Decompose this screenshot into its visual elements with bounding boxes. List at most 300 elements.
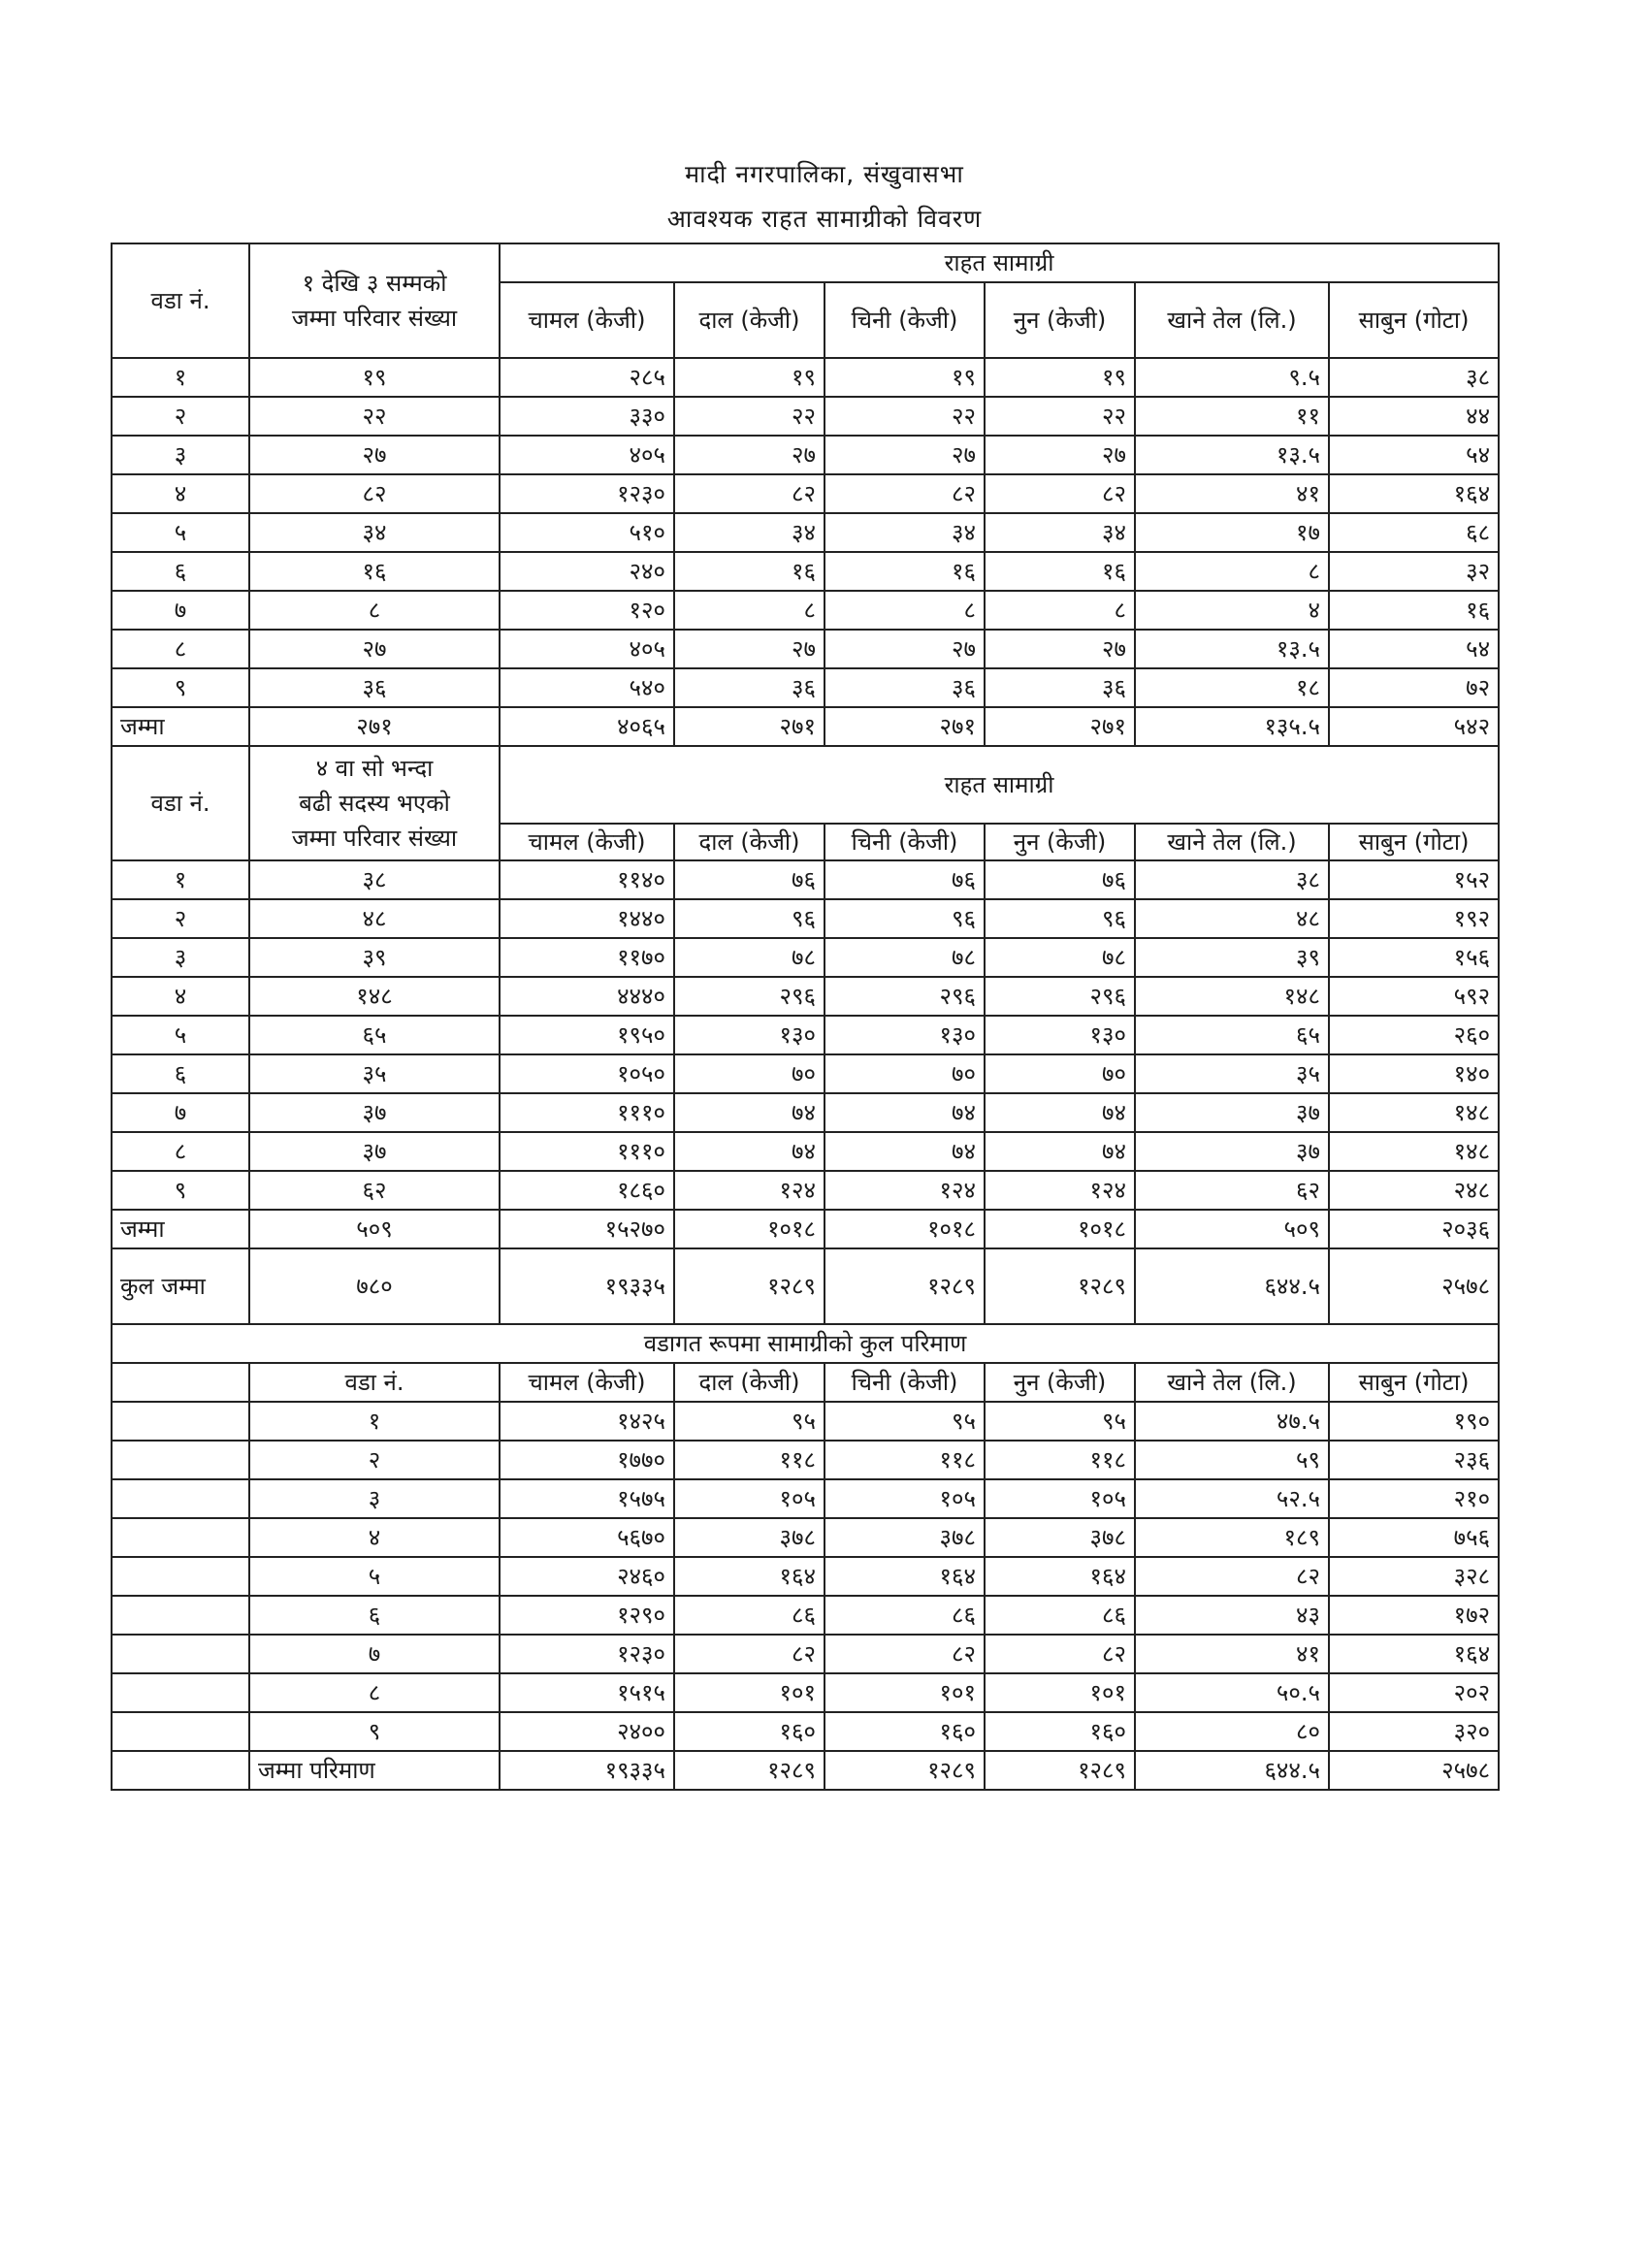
value-cell: १५१५ (500, 1673, 674, 1712)
value-cell: १२८९ (985, 1248, 1135, 1324)
value-cell: १८ (1135, 668, 1329, 707)
value-cell: ७४ (824, 1093, 985, 1132)
table-row (112, 397, 1499, 436)
value-cell: ९५ (985, 1402, 1135, 1441)
value-cell: ९६ (674, 899, 824, 938)
value-cell: १४८ (1329, 1132, 1499, 1171)
value-cell: ५४२ (1329, 707, 1499, 746)
value-cell: २५७८ (1329, 1751, 1499, 1790)
value-cell: ८ (674, 591, 824, 630)
ward-number: २ (112, 397, 249, 436)
value-cell: ७४ (985, 1093, 1135, 1132)
value-cell: ५०९ (1135, 1210, 1329, 1248)
family-count: ३७ (249, 1093, 500, 1132)
value-cell: १२४ (824, 1171, 985, 1210)
value-cell: ५४ (1329, 630, 1499, 668)
value-cell: २७ (674, 630, 824, 668)
column-header: नुन (केजी) (985, 1363, 1135, 1402)
value-cell: १०१ (674, 1673, 824, 1712)
value-cell: २९६ (674, 977, 824, 1016)
value-cell: १०५ (674, 1479, 824, 1518)
value-cell: १३० (824, 1016, 985, 1054)
value-cell: १६० (674, 1712, 824, 1751)
table-row (112, 860, 1499, 899)
value-cell: १२९० (500, 1596, 674, 1635)
value-cell: ४८ (1135, 899, 1329, 938)
value-cell: २७ (824, 630, 985, 668)
value-cell: २२ (824, 397, 985, 436)
ward-number: ९ (112, 1171, 249, 1210)
value-cell: ९५ (824, 1402, 985, 1441)
value-cell: १७ (1135, 513, 1329, 552)
value-cell: १३.५ (1135, 630, 1329, 668)
value-cell: ७५६ (1329, 1518, 1499, 1557)
value-cell: १६४ (1329, 474, 1499, 513)
value-cell: ७४ (824, 1132, 985, 1171)
ward-number: ३ (112, 938, 249, 977)
ward-number: ४ (112, 474, 249, 513)
ward-number: ७ (112, 1093, 249, 1132)
value-cell: ७० (674, 1054, 824, 1093)
value-cell: १३० (674, 1016, 824, 1054)
family-count-header (249, 746, 500, 860)
value-cell: ३६ (674, 668, 824, 707)
value-cell: ८० (1135, 1712, 1329, 1751)
value-cell: ४१ (1135, 1635, 1329, 1673)
value-cell: ८ (985, 591, 1135, 630)
ward-header: वडा नं. (249, 1363, 500, 1402)
value-cell: १२४ (985, 1171, 1135, 1210)
table-row (112, 513, 1499, 552)
value-cell: १०५० (500, 1054, 674, 1093)
value-cell: १५२७० (500, 1210, 674, 1248)
value-cell: ८६ (985, 1596, 1135, 1635)
table-row (112, 552, 1499, 591)
value-cell: ९५ (674, 1402, 824, 1441)
family-count: २७ (249, 630, 500, 668)
value-cell: १६४ (824, 1557, 985, 1596)
ward-number: ७ (112, 591, 249, 630)
total-label: जम्मा (112, 707, 249, 746)
page-title: मादी नगरपालिका, संखुवासभा (685, 160, 964, 188)
table-row (112, 1557, 1499, 1596)
value-cell: ९६ (985, 899, 1135, 938)
blank-cell (112, 1402, 249, 1441)
value-cell: २४० (500, 552, 674, 591)
value-cell: २९६ (985, 977, 1135, 1016)
value-cell: ८६ (824, 1596, 985, 1635)
value-cell: ८२ (985, 1635, 1135, 1673)
blank-cell (112, 1479, 249, 1518)
value-cell: ६४४.५ (1135, 1248, 1329, 1324)
table-row (112, 436, 1499, 474)
value-cell: २१० (1329, 1479, 1499, 1518)
value-cell: २५७८ (1329, 1248, 1499, 1324)
value-cell: १६४ (1329, 1635, 1499, 1673)
section1-header-row (112, 243, 1499, 282)
value-cell: १६ (1329, 591, 1499, 630)
ward-header: वडा नं. (112, 243, 249, 358)
value-cell: २२ (985, 397, 1135, 436)
ward-number: ९ (112, 668, 249, 707)
ward-number: ४ (112, 977, 249, 1016)
table-row (112, 899, 1499, 938)
grand-total-row (112, 1248, 1499, 1324)
value-cell: २७ (824, 436, 985, 474)
value-cell: ५९ (1135, 1441, 1329, 1479)
value-cell: ३२ (1329, 552, 1499, 591)
value-cell: २२ (674, 397, 824, 436)
relief-materials-header: राहत सामाग्री (500, 243, 1499, 282)
ward-number: ८ (112, 630, 249, 668)
value-cell: ५४ (1329, 436, 1499, 474)
value-cell: १४४० (500, 899, 674, 938)
total-label: जम्मा (112, 1210, 249, 1248)
value-cell: १२३० (500, 1635, 674, 1673)
value-cell: १११० (500, 1093, 674, 1132)
value-cell: ७६ (985, 860, 1135, 899)
column-header: चामल (केजी) (500, 824, 674, 860)
ward-number: ६ (112, 552, 249, 591)
value-cell: ७६ (824, 860, 985, 899)
value-cell: १७२ (1329, 1596, 1499, 1635)
value-cell: ८२ (824, 1635, 985, 1673)
table-row (112, 1441, 1499, 1479)
column-header: चामल (केजी) (500, 282, 674, 358)
table-row (112, 1054, 1499, 1093)
value-cell: २७१ (824, 707, 985, 746)
page-subtitle: आवश्यक राहत सामाग्रीको विवरण (666, 205, 983, 233)
table-row (112, 938, 1499, 977)
column-header: दाल (केजी) (674, 824, 824, 860)
section2-total-row (112, 1210, 1499, 1248)
value-cell: ८२ (674, 1635, 824, 1673)
section2-header-row (112, 746, 1499, 824)
value-cell: १७७० (500, 1441, 674, 1479)
value-cell: २९६ (824, 977, 985, 1016)
value-cell: ४४ (1329, 397, 1499, 436)
value-cell: ३७ (1135, 1093, 1329, 1132)
value-cell: १०१८ (985, 1210, 1135, 1248)
column-header: चिनी (केजी) (824, 1363, 985, 1402)
value-cell: ३३० (500, 397, 674, 436)
table-row (112, 1635, 1499, 1673)
value-cell: २७ (985, 436, 1135, 474)
table-row (112, 1479, 1499, 1518)
value-cell: ३७८ (985, 1518, 1135, 1557)
value-cell: ६५ (1135, 1016, 1329, 1054)
family-count: १६ (249, 552, 500, 591)
table-row (112, 474, 1499, 513)
value-cell: ४०६५ (500, 707, 674, 746)
value-cell: १०१८ (674, 1210, 824, 1248)
column-header: खाने तेल (लि.) (1135, 1363, 1329, 1402)
table-row (112, 1596, 1499, 1635)
ward-number: ८ (112, 1132, 249, 1171)
column-header: खाने तेल (लि.) (1135, 824, 1329, 860)
ward-number: २ (249, 1441, 500, 1479)
value-cell: ७८ (985, 938, 1135, 977)
value-cell: ८२ (985, 474, 1135, 513)
value-cell: ४०५ (500, 630, 674, 668)
value-cell: १३.५ (1135, 436, 1329, 474)
value-cell: १३५.५ (1135, 707, 1329, 746)
value-cell: ३४ (985, 513, 1135, 552)
blank-cell (112, 1441, 249, 1479)
value-cell: १८६० (500, 1171, 674, 1210)
ward-number: ५ (249, 1557, 500, 1596)
blank-cell (112, 1712, 249, 1751)
table-row (112, 1171, 1499, 1210)
value-cell: ४४४० (500, 977, 674, 1016)
relief-materials-header: राहत सामाग्री (500, 746, 1499, 824)
value-cell: १०१ (824, 1673, 985, 1712)
header-line: १ देखि ३ सम्मको (302, 270, 447, 297)
table-row (112, 1518, 1499, 1557)
value-cell: ८२ (824, 474, 985, 513)
family-count-header (249, 243, 500, 358)
blank-cell (112, 1596, 249, 1635)
blank-cell (112, 1751, 249, 1790)
blank-cell (112, 1363, 249, 1402)
family-count: २७१ (249, 707, 500, 746)
value-cell: १९२ (1329, 899, 1499, 938)
column-header: नुन (केजी) (985, 282, 1135, 358)
value-cell: ८६ (674, 1596, 824, 1635)
value-cell: १५२ (1329, 860, 1499, 899)
value-cell: २७ (985, 630, 1135, 668)
family-count: २२ (249, 397, 500, 436)
table-row (112, 1402, 1499, 1441)
family-count: १९ (249, 358, 500, 397)
value-cell: ३७ (1135, 1132, 1329, 1171)
value-cell: १६४ (674, 1557, 824, 1596)
value-cell: १९३३५ (500, 1751, 674, 1790)
value-cell: ५४० (500, 668, 674, 707)
family-count: ३८ (249, 860, 500, 899)
value-cell: ११८ (985, 1441, 1135, 1479)
column-header: साबुन (गोटा) (1329, 282, 1499, 358)
blank-cell (112, 1557, 249, 1596)
value-cell: १११० (500, 1132, 674, 1171)
value-cell: १६४ (985, 1557, 1135, 1596)
section3-title: वडागत रूपमा सामाग्रीको कुल परिमाण (112, 1324, 1499, 1363)
table-row (112, 358, 1499, 397)
value-cell: ८२ (674, 474, 824, 513)
header-line: जम्मा परिवार संख्या (291, 305, 458, 332)
value-cell: ३६ (985, 668, 1135, 707)
value-cell: ७८ (824, 938, 985, 977)
value-cell: २०३६ (1329, 1210, 1499, 1248)
column-header: साबुन (गोटा) (1329, 1363, 1499, 1402)
value-cell: १०१ (985, 1673, 1135, 1712)
ward-number: ७ (249, 1635, 500, 1673)
table-row (112, 977, 1499, 1016)
value-cell: २७१ (674, 707, 824, 746)
value-cell: १३० (985, 1016, 1135, 1054)
value-cell: ३९ (1135, 938, 1329, 977)
value-cell: ४१ (1135, 474, 1329, 513)
value-cell: ११४० (500, 860, 674, 899)
value-cell: ५६७० (500, 1518, 674, 1557)
value-cell: १४२५ (500, 1402, 674, 1441)
value-cell: ३६ (824, 668, 985, 707)
value-cell: ३४ (824, 513, 985, 552)
family-count: ३९ (249, 938, 500, 977)
ward-number: २ (112, 899, 249, 938)
family-count: ६२ (249, 1171, 500, 1210)
value-cell: ९.५ (1135, 358, 1329, 397)
column-header: चामल (केजी) (500, 1363, 674, 1402)
blank-cell (112, 1673, 249, 1712)
value-cell: १५७५ (500, 1479, 674, 1518)
value-cell: १२४ (674, 1171, 824, 1210)
family-count: ४८ (249, 899, 500, 938)
value-cell: ४०५ (500, 436, 674, 474)
value-cell: १२८९ (824, 1248, 985, 1324)
table-row (112, 1712, 1499, 1751)
value-cell: १२८९ (824, 1751, 985, 1790)
header-line: जम्मा परिवार संख्या (291, 825, 458, 852)
family-count: ५०९ (249, 1210, 500, 1248)
value-cell: ७२ (1329, 668, 1499, 707)
table-row (112, 1016, 1499, 1054)
table-row (112, 1093, 1499, 1132)
value-cell: ९६ (824, 899, 985, 938)
table-row (112, 668, 1499, 707)
value-cell: १९० (1329, 1402, 1499, 1441)
ward-header: वडा नं. (112, 746, 249, 860)
ward-number: १ (112, 860, 249, 899)
value-cell: २४६० (500, 1557, 674, 1596)
family-count: ३५ (249, 1054, 500, 1093)
total-quantity-label: जम्मा परिमाण (249, 1751, 500, 1790)
value-cell: १६ (674, 552, 824, 591)
ward-number: १ (249, 1402, 500, 1441)
value-cell: ७४ (674, 1093, 824, 1132)
value-cell: ४ (1135, 591, 1329, 630)
value-cell: १४८ (1135, 977, 1329, 1016)
column-header: खाने तेल (लि.) (1135, 282, 1329, 358)
value-cell: १४८ (1329, 1093, 1499, 1132)
table-row (112, 1673, 1499, 1712)
value-cell: ३७८ (674, 1518, 824, 1557)
value-cell: ३७८ (824, 1518, 985, 1557)
table-row (112, 1132, 1499, 1171)
blank-cell (112, 1518, 249, 1557)
value-cell: १८९ (1135, 1518, 1329, 1557)
ward-number: ३ (249, 1479, 500, 1518)
value-cell: ३४ (674, 513, 824, 552)
relief-table (111, 243, 1500, 1791)
value-cell: १६ (824, 552, 985, 591)
value-cell: १६ (985, 552, 1135, 591)
value-cell: २०२ (1329, 1673, 1499, 1712)
value-cell: ११७० (500, 938, 674, 977)
family-count: ३४ (249, 513, 500, 552)
value-cell: ३५ (1135, 1054, 1329, 1093)
value-cell: १९५० (500, 1016, 674, 1054)
header-line: बढी सदस्य भएको (299, 790, 450, 817)
column-header: दाल (केजी) (674, 282, 824, 358)
family-count: २७ (249, 436, 500, 474)
table-row (112, 591, 1499, 630)
value-cell: १४० (1329, 1054, 1499, 1093)
family-count: ८२ (249, 474, 500, 513)
value-cell: २७ (674, 436, 824, 474)
value-cell: १६० (824, 1712, 985, 1751)
value-cell: १९ (985, 358, 1135, 397)
value-cell: ७० (985, 1054, 1135, 1093)
ward-number: ३ (112, 436, 249, 474)
value-cell: ३८ (1329, 358, 1499, 397)
section3-total-row (112, 1751, 1499, 1790)
value-cell: ५९२ (1329, 977, 1499, 1016)
ward-number: ८ (249, 1673, 500, 1712)
section3-columns-row (112, 1363, 1499, 1402)
value-cell: २३६ (1329, 1441, 1499, 1479)
value-cell: १२८९ (674, 1248, 824, 1324)
header-line: ४ वा सो भन्दा (315, 755, 434, 782)
ward-number: ५ (112, 513, 249, 552)
column-header: नुन (केजी) (985, 824, 1135, 860)
value-cell: १२८९ (674, 1751, 824, 1790)
value-cell: १६० (985, 1712, 1135, 1751)
value-cell: ५२.५ (1135, 1479, 1329, 1518)
value-cell: ७४ (985, 1132, 1135, 1171)
ward-number: ९ (249, 1712, 500, 1751)
value-cell: १०५ (985, 1479, 1135, 1518)
value-cell: २८५ (500, 358, 674, 397)
blank-cell (112, 1635, 249, 1673)
family-count: ३६ (249, 668, 500, 707)
value-cell: १९ (674, 358, 824, 397)
value-cell: ५०.५ (1135, 1673, 1329, 1712)
value-cell: १०१८ (824, 1210, 985, 1248)
table-row (112, 630, 1499, 668)
value-cell: ११ (1135, 397, 1329, 436)
value-cell: ६४४.५ (1135, 1751, 1329, 1790)
column-header: साबुन (गोटा) (1329, 824, 1499, 860)
value-cell: १०५ (824, 1479, 985, 1518)
value-cell: ३२८ (1329, 1557, 1499, 1596)
value-cell: ६२ (1135, 1171, 1329, 1210)
value-cell: १९३३५ (500, 1248, 674, 1324)
value-cell: ४७.५ (1135, 1402, 1329, 1441)
value-cell: ७० (824, 1054, 985, 1093)
value-cell: ७४ (674, 1132, 824, 1171)
family-count: १४८ (249, 977, 500, 1016)
value-cell: ७६ (674, 860, 824, 899)
value-cell: ३२० (1329, 1712, 1499, 1751)
column-header: दाल (केजी) (674, 1363, 824, 1402)
value-cell: १५६ (1329, 938, 1499, 977)
ward-number: ४ (249, 1518, 500, 1557)
ward-number: ६ (249, 1596, 500, 1635)
ward-number: ६ (112, 1054, 249, 1093)
value-cell: १२३० (500, 474, 674, 513)
family-count: ७८० (249, 1248, 500, 1324)
section1-total-row (112, 707, 1499, 746)
value-cell: ११८ (674, 1441, 824, 1479)
section3-title-row (112, 1324, 1499, 1363)
value-cell: ८२ (1135, 1557, 1329, 1596)
column-header: चिनी (केजी) (824, 824, 985, 860)
value-cell: ८ (1135, 552, 1329, 591)
value-cell: २६० (1329, 1016, 1499, 1054)
family-count: ३७ (249, 1132, 500, 1171)
ward-number: ५ (112, 1016, 249, 1054)
